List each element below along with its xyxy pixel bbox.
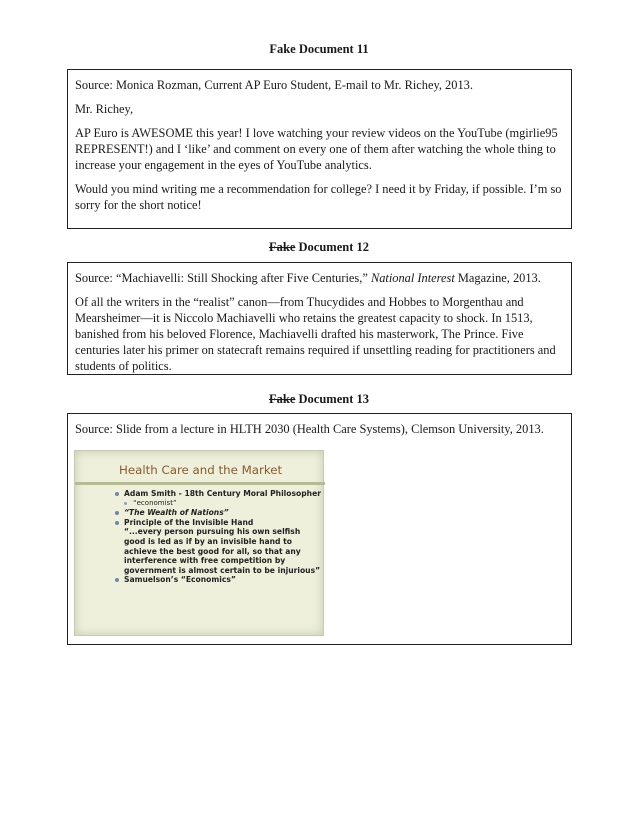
document-12-source-tail: Magazine, 2013. <box>454 271 541 285</box>
document-13-heading <box>0 392 638 407</box>
slide-quote: “...every person pursuing his own selfish good is led as if by an invisible hand to achieve the best good for all, so that any interference with free competition by government is almost certain to be injurious” <box>124 527 321 575</box>
slide-bullet-list <box>115 489 321 585</box>
document-12-heading-suffix: Document 12 <box>298 240 369 254</box>
slide-bullet: Adam Smith - 18th Century Moral Philosopher <box>115 489 321 499</box>
document-12-body: Of all the writers in the “realist” canon—from Thucydides and Hobbes to Morgenthau and Mearsheimer—it is Niccolo Machiavelli who retains the greatest capacity to shock. In 1513, banished from his beloved Florence, Machiavelli drafted his masterwork, The Prince. Five centuries later his primer on statecraft remains required if unsettling reading for practitioners and students of politics. <box>75 295 556 373</box>
document-12-box <box>67 262 572 375</box>
document-12-source-italic: National Interest <box>370 271 455 285</box>
document-11-body: AP Euro is AWESOME this year! I love watching your review videos on the YouTube (mgirlie95 REPRESENT!) and I ‘like’ and comment on every one of them after watching the whole thing to increase your engagement in the eyes of YouTube analytics. <box>75 126 558 172</box>
document-11-box <box>67 69 572 229</box>
document-11-request: Would you mind writing me a recommendation for college? I need it by Friday, if possible. I’m so sorry for the short notice! <box>75 182 562 212</box>
document-12-source <box>75 270 564 286</box>
document-13-source: Source: Slide from a lecture in HLTH 2030 (Health Care Systems), Clemson University, 2013. <box>75 422 544 436</box>
slide-sub-bullet: “economist” <box>115 499 321 509</box>
document-11-source: Source: Monica Rozman, Current AP Euro Student, E-mail to Mr. Richey, 2013. <box>75 78 473 92</box>
slide-bullet: Samuelson’s “Economics” <box>115 575 321 585</box>
document-13-heading-prefix: Fake <box>269 392 296 406</box>
document-11-heading <box>0 42 638 57</box>
slide-bullet-text: “The Wealth of Nations” <box>124 508 229 518</box>
document-12-source-lead: Source: “Machiavelli: Still Shocking after Five Centuries,” <box>75 271 371 285</box>
document-11-salutation: Mr. Richey, <box>75 102 134 116</box>
slide-bullet <box>115 508 321 518</box>
document-12-heading-prefix: Fake <box>269 240 296 254</box>
slide-bullet: Principle of the Invisible Hand <box>115 518 321 528</box>
slide-divider <box>75 482 325 485</box>
document-11-heading-prefix: Fake <box>269 42 296 56</box>
lecture-slide <box>74 450 324 636</box>
document-12-heading <box>0 240 638 255</box>
slide-title: Health Care and the Market <box>119 463 283 477</box>
document-13-heading-suffix: Document 13 <box>298 392 369 406</box>
document-11-heading-suffix: Document 11 <box>298 42 369 56</box>
